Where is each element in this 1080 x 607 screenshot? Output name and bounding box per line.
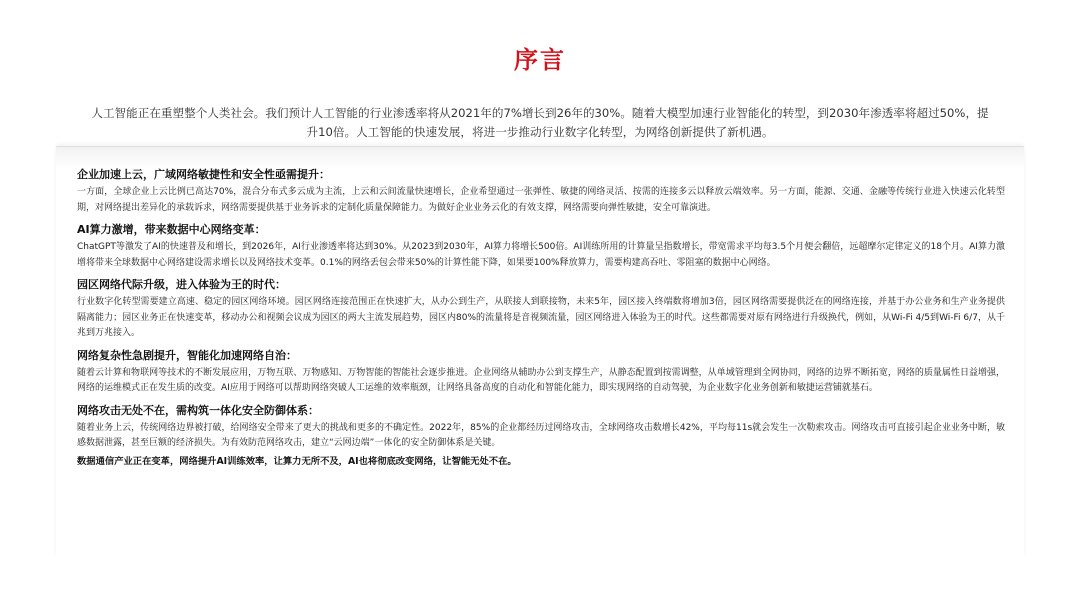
content-card-body <box>77 167 1005 469</box>
section-body: 行业数字化转型需要建立高速、稳定的园区网络环境。园区网络连接范围正在快速扩大，从办公到生产，从联接人到联接物，未来5年，园区接入终端数将增加3倍，园区网络需要提供泛在的网络连接，并基于办公业务和生产业务提供隔离能力；园区业务正在快速变革，移动办公和视频会议成为园区的两大主流发展趋势，园区内80%的流量将是音视频流量，园区网络进入体验为王的时代。这些都需要对原有网络进行升级换代，例如，从Wi-Fi 4/5到Wi-Fi 6/7，从千兆到万兆接入。 <box>77 297 1005 338</box>
section-title: 企业加速上云，广域网络敏捷性和安全性亟需提升： <box>77 168 330 181</box>
section-ai-compute <box>77 222 1005 271</box>
page-title: 序言 <box>514 46 566 74</box>
section-enterprise-cloud <box>77 167 1005 216</box>
section-campus-network <box>77 277 1005 342</box>
section-network-autonomy <box>77 348 1005 397</box>
section-title: 网络复杂性急剧提升，智能化加速网络自治： <box>77 348 297 362</box>
section-network-security <box>77 403 1005 452</box>
section-body: 一方面，全球企业上云比例已高达70%，混合分布式多云成为主流，上云和云间流量快速增长，企业希望通过一张弹性、敏捷的网络灵活、按需的连接多云以释放云端效率。另一方面，能源、交通、金融等传统行业进入快速云化转型期，对网络提出差异化的承载诉求，网络需要提供基于业务诉求的定制化质量保障能力。为做好企业业务云化的有效支撑，网络需要向弹性敏捷，安全可靠演进。 <box>77 187 1005 213</box>
section-body: ChatGPT等激发了AI的快速普及和增长，到2026年，AI行业渗透率将达到30%。从2023到2030年，AI算力将增长500倍。AI训练所用的计算量呈指数增长，带宽需求平均每3.5个月便会翻倍，远超摩尔定律定义的18个月。AI算力激增将带来全球数据中心网络建设需求增长以及网络技术变革。0.1%的网络丢包会带来50%的计算性能下降，如果要100%释放算力，需要构建高吞吐、零阻塞的数据中心网络。 <box>77 242 1005 268</box>
conclusion-statement: 数据通信产业正在变革，网络提升AI训练效率，让算力无所不及，AI也将彻底改变网络，让智能无处不在。 <box>77 455 517 467</box>
content-card <box>56 146 1024 557</box>
section-body: 随着云计算和物联网等技术的不断发展应用，万物互联、万物感知、万物智能的智能社会逐步推进。企业网络从辅助办公到支撑生产，从静态配置到按需调整，从单域管理到全网协同，网络的边界不断拓宽，网络的质量属性日益增强，网络的运维模式正在发生质的改变。AI应用于网络可以帮助网络突破人工运维的效率瓶颈，让网络具备高度的自动化和智能化能力，即实现网络的自动驾驶，为企业数字化业务创新和敏捷运营铺就基石。 <box>77 367 1005 393</box>
section-title: AI算力激增，带来数据中心网络变革： <box>77 223 266 236</box>
section-title: 园区网络代际升级，进入体验为王的时代： <box>77 278 286 291</box>
section-body: 随着业务上云，传统网络边界被打破，给网络安全带来了更大的挑战和更多的不确定性。2022年，85%的企业都经历过网络攻击，全球网络攻击数增长42%，平均每11s就会发生一次勒索攻击。网络攻击可直接引起企业业务中断，敏感数据泄露，甚至巨额的经济损失。为有效防范网络攻击，建立“云网边端”一体化的安全防御体系是关键。 <box>77 422 1005 448</box>
intro-paragraph: 人工智能正在重塑整个人类社会。我们预计人工智能的行业渗透率将从2021年的7%增长到26年的30%。随着大模型加速行业智能化的转型，到2030年渗透率将超过50%，提升10倍。人工智能的快速发展，将进一步推动行业数字化转型，为网络创新提供了新机遇。 <box>91 106 989 139</box>
section-title: 网络攻击无处不在，需构筑一体化安全防御体系： <box>77 403 319 417</box>
